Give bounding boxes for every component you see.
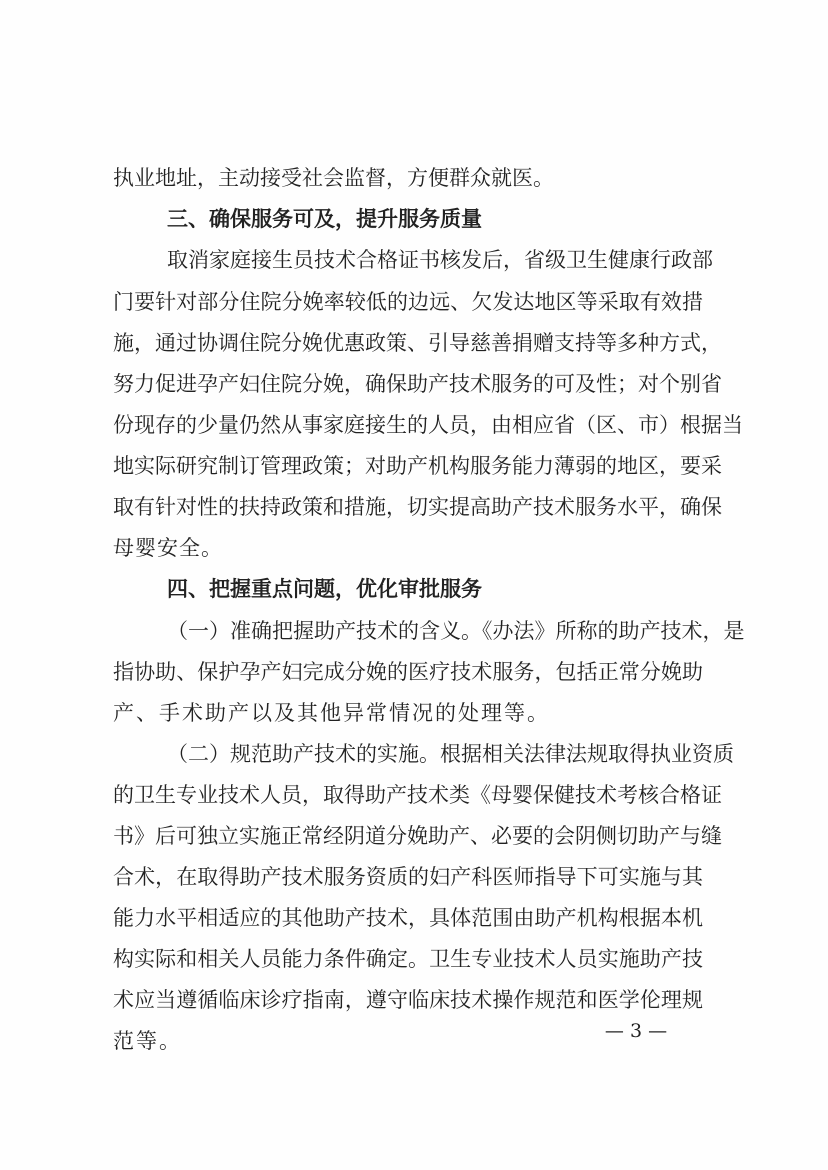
paragraph-line: 施，通过协调住院分娩优惠政策、引导慈善捐赠支持等多种方式， xyxy=(113,331,722,355)
paragraph-line: 的卫生专业技术人员，取得助产技术类《母婴保健技术考核合格证 xyxy=(113,783,722,807)
paragraph-line: 合术，在取得助产技术服务资质的妇产科医师指导下可实施与其 xyxy=(113,865,703,889)
paragraph-line: 执业地址，主动接受社会监督，方便群众就医。 xyxy=(113,166,554,190)
paragraph-line: 书》后可独立实施正常经阴道分娩助产、必要的会阴侧切助产与缝 xyxy=(113,824,722,848)
paragraph-line: 母婴安全。 xyxy=(113,536,223,560)
paragraph-line: 术应当遵循临床诊疗指南，遵守临床技术操作规范和医学伦理规 xyxy=(113,988,703,1012)
paragraph-line: 地实际研究制订管理政策；对助产机构服务能力薄弱的地区，要采 xyxy=(113,454,722,478)
paragraph-line: 产、手术助产以及其他异常情况的处理等。 xyxy=(113,701,550,725)
paragraph-line: （一）准确把握助产技术的含义。《办法》所称的助产技术，是 xyxy=(167,619,745,643)
paragraph-line: 取消家庭接生员技术合格证书核发后，省级卫生健康行政部 xyxy=(167,248,713,272)
section-heading: 四、把握重点问题，优化审批服务 xyxy=(167,576,482,601)
page-number: — 3 — xyxy=(604,1020,668,1042)
paragraph-line: 门要针对部分住院分娩率较低的边远、欠发达地区等采取有效措 xyxy=(113,290,703,314)
paragraph-line: 指协助、保护孕产妇完成分娩的医疗技术服务，包括正常分娩助 xyxy=(113,660,703,684)
section-heading: 三、确保服务可及，提升服务质量 xyxy=(167,206,482,231)
paragraph-line: 份现存的少量仍然从事家庭接生的人员，由相应省（区、市）根据当 xyxy=(113,413,743,437)
paragraph-line: 范等。 xyxy=(113,1029,182,1053)
paragraph-line: 努力促进孕产妇住院分娩，确保助产技术服务的可及性；对个别省 xyxy=(113,372,722,396)
paragraph-line: 取有针对性的扶持政策和措施，切实提高助产技术服务水平，确保 xyxy=(113,495,722,519)
paragraph-line: 能力水平相适应的其他助产技术，具体范围由助产机构根据本机 xyxy=(113,906,703,930)
paragraph-line: （二）规范助产技术的实施。根据相关法律法规取得执业资质 xyxy=(167,742,734,766)
paragraph-line: 构实际和相关人员能力条件确定。卫生专业技术人员实施助产技 xyxy=(113,947,703,971)
